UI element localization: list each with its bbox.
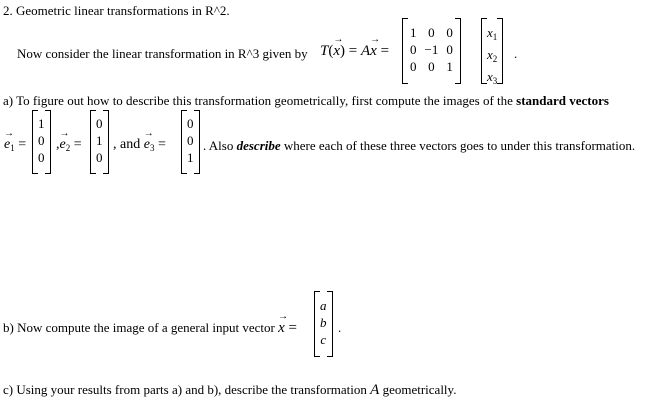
part-a-bold: standard vectors xyxy=(516,93,609,108)
e1-entry: 0 xyxy=(38,133,45,148)
period: . xyxy=(514,46,518,61)
part-a-text xyxy=(3,93,609,109)
input-vector-entry: $x_2$ xyxy=(487,47,498,64)
intro-text xyxy=(17,46,308,62)
e3-entry: 1 xyxy=(187,150,194,165)
e2-label: ,→ $e_2$ = xyxy=(56,137,82,153)
e3-vector xyxy=(181,110,200,174)
e1-entry: 0 xyxy=(38,150,45,165)
general-vector-entry: b xyxy=(320,315,327,330)
matrix-cell: 0 xyxy=(446,25,453,40)
a-symbol-c: A xyxy=(370,382,380,398)
transformation-matrix xyxy=(402,18,461,84)
input-vector xyxy=(481,18,503,84)
matrix-cell: 0 xyxy=(446,42,453,57)
e3-label: , and → $e_3$ = xyxy=(113,137,166,153)
input-vector-entry: $x_3$ xyxy=(487,69,498,86)
e2-entry: 1 xyxy=(96,133,103,148)
general-vector-entry: a xyxy=(320,298,327,313)
e2-entry: 0 xyxy=(96,150,103,165)
e1-vector xyxy=(32,110,51,174)
problem-heading: 2. Geometric linear transformations in R^2. xyxy=(3,3,230,18)
general-vector xyxy=(314,291,333,357)
matrix-cell: −1 xyxy=(424,42,439,57)
matrix-cell: 1 xyxy=(446,59,453,74)
x-vector-symbol: → x xyxy=(333,43,340,60)
part-a-prefix: a) To figure out how to describe this transformation geometrically, first compute the images of the xyxy=(3,93,513,108)
general-vector-entry: c xyxy=(320,332,327,347)
x-vector-symbol-2: → x xyxy=(370,43,377,60)
part-a-also: . Also describe where each of these three vectors goes to under this transformation. xyxy=(203,138,636,153)
period: . xyxy=(338,320,342,335)
part-c-text: c) Using your results from parts a) and b), describe the transformation A geometrically. xyxy=(3,382,457,398)
transformation-equation: T(→ x) = A→ x = xyxy=(320,43,389,60)
e1-label: → $e_1$ = xyxy=(4,137,26,153)
e3-entry: 0 xyxy=(187,116,194,131)
e1-entry: 1 xyxy=(38,116,45,131)
part-b-text: b) Now compute the image of a general input vector → x = xyxy=(3,320,297,337)
e3-entry: 0 xyxy=(187,133,194,148)
matrix-cell: 0 xyxy=(428,59,435,74)
e2-entry: 0 xyxy=(96,116,103,131)
x-vector-symbol-3: → x xyxy=(278,320,285,337)
matrix-cell: 0 xyxy=(428,25,435,40)
matrix-cell: 0 xyxy=(410,59,417,74)
e2-vector xyxy=(90,110,109,174)
matrix-cell: 1 xyxy=(410,25,417,40)
intro-prefix: Now consider the linear transformation in R^3 given by xyxy=(17,46,308,61)
input-vector-entry: $x_1$ xyxy=(487,25,498,42)
a-symbol: A xyxy=(360,43,371,59)
matrix-cell: 0 xyxy=(410,42,417,57)
describe-emphasis: describe xyxy=(236,138,281,153)
t-symbol: T xyxy=(320,43,329,59)
